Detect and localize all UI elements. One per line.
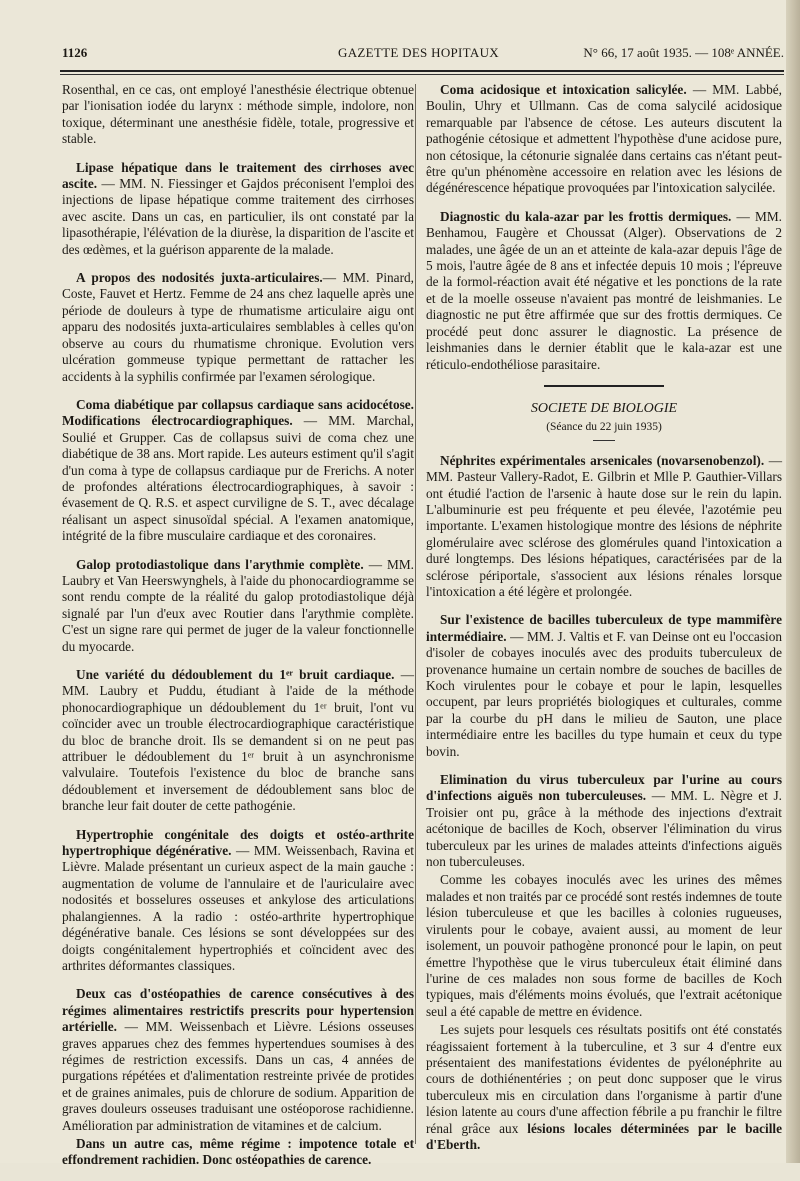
article-body-emphasis: lésions locales déterminées par le bacille d'Eberth. — [426, 1120, 783, 1152]
page-edge — [786, 0, 800, 1163]
header-rule — [60, 70, 784, 72]
article — [426, 772, 782, 870]
article-title: Galop protodiastolique dans l'arythmie complète. — [76, 556, 364, 572]
article-body: Les sujets pour lesquels ces résultats positifs ont été constatés réagissaient fortement à la tuberculine, et 3 sur 4 d'entre eux présentaient des manifestations évidentes de pyélonéphrite au cours de dothiénentéries ; on peut donc supposer que le virus tuberculeux mis en circulation dans l'organisme à partir d'une lésion latente au cours d'une affection fébrile a pu franchir le filtre rénal grâce aux — [426, 1022, 782, 1136]
header-rule-thin — [60, 74, 784, 75]
article-body: — MM. Pinard, Coste, Fauvet et Hertz. Femme de 24 ans chez laquelle après une période de douleurs à type de rhumatisme articulaire aigu ont apparu des nodosités juxta-articulaires semblables à celles qu'on observe au cours du rhumatisme chronique. Evolution vers ulcération gommeuse typique permettant de rattacher les accidents à la syphilis confirmée par l'examen sérologique. — [62, 270, 414, 384]
article-title: Hypertrophie congénitale des doigts et ostéo-arthrite hypertrophique dégénérative. — [62, 826, 414, 859]
article-title: Coma diabétique par collapsus cardiaque sans acidocétose. Modifications électrocardiographiques. — [62, 396, 414, 429]
article-body: — MM. J. Valtis et F. van Deinse ont eu l'occasion d'isoler de cobayes inoculés avec des produits tuberculeux de provenance humaine un certain nombre de souches de bacilles de Koch virulentes pour le cobaye et pour le lapin, lesquelles occupent, par leurs propriétés biologiques et culturales, comme par la courbe du pH dans le milieu de Sauton, une place intermédiaire entre les bacilles du type humain et ceux du type bovin. — [426, 628, 782, 759]
article-continuation: Rosenthal, en ce cas, ont employé l'anesthésie électrique obtenue par l'ionisation iodée du larynx : méthode simple, indolore, non toxique, déterminant une anesthésie fidèle, totale, progressive et stable. — [62, 82, 414, 147]
article-body: — MM. Laubry et Van Heerswynghels, à l'aide du phonocardiogramme se sont rendu compte de la réalité du galop protodiastolique déjà signalé par l'un d'eux avec Routier dans l'arythmie complète. C'est un signe rare qui permet de juger de la valeur fonctionnelle du myocarde. — [62, 556, 414, 654]
article-paragraph: Dans un autre cas, même régime : impotence totale et effondrement rachidien. Donc ostéopathies de carence. — [62, 1135, 414, 1168]
article — [426, 82, 782, 197]
column-divider — [415, 84, 416, 1144]
article-title: Néphrites expérimentales arsenicales (novarsenobenzol). — [440, 452, 765, 468]
article-title: Lipase hépatique dans le traitement des cirrhoses avec ascite. — [62, 159, 414, 192]
article — [426, 453, 782, 601]
article — [62, 397, 414, 545]
left-column — [62, 82, 414, 1181]
issue-info: N° 66, 17 août 1935. — 108ᵉ ANNÉE. — [583, 45, 784, 60]
article-title: Coma acidosique et intoxication salicylée. — [440, 82, 687, 97]
article-paragraph — [426, 1022, 782, 1153]
session-date: (Séance du 22 juin 1935) — [546, 421, 662, 434]
article-body: — MM. N. Fiessinger et Gajdos préconisent l'emploi des injections de lipase hépatique comme traitement des cirrhoses avec ascite. Dans un cas, en particulier, ils ont constaté par la lipasothérapie, l'élévation de la diurèse, la disparition de l'ascite et des œdèmes, et la guérison apparente de la malade. — [62, 176, 414, 257]
article — [426, 612, 782, 760]
article-body: — MM. Weissenbach, Ravina et Lièvre. Malade présentant un curieux aspect de la main gauche : augmentation de volume de l'annulaire et de l'auriculaire avec nodosités et bosselures osseuses et ankylose des articulations phalangiennes. A la radio : ostéo-arthrite hypertrophique dégénérative banale. Ces lésions se sont développées sur des doigts congénitalement hypertrophiés et coïncident avec des arthrites déformantes classiques. — [62, 843, 414, 973]
article — [426, 209, 782, 373]
article-body: — MM. Laubry et Puddu, étudiant à l'aide de la méthode phonocardiographique un dédoublement du 1ᵉʳ bruit, l'ont vu coïncider avec un trouble électrocardiographique caractéristique du bloc de branche droit. Ils se demandent si on ne peut pas attribuer le dédoublement du 1ᵉʳ bruit à un asynchronisme valvulaire. Toutefois l'existence du bloc de branche sans dédoublement et inversement de dédoublement sans bloc de branche leur fait douter de cette pathogénie. — [62, 667, 414, 814]
section-rule — [544, 385, 664, 387]
article-title: Une variété du dédoublement du 1ᵉʳ bruit cardiaque. — [76, 667, 395, 682]
article-body: — MM. L. Nègre et J. Troisier ont pu, grâce à la méthode des injections d'extrait acétonique de bacilles de Koch, observer l'élimination du virus tuberculeux par les urines de malades atteints d'infections aiguës non tuberculeuses. — [426, 788, 782, 870]
article-title: Diagnostic du kala-azar par les frottis dermiques. — [440, 208, 732, 224]
article-body: — MM. Benhamou, Faugère et Choussat (Alger). Observations de 2 malades, une âgée de un an et atteinte de kala-azar depuis l'âge de 5 mois, l'autre âgée de 8 ans et infectée depuis 10 mois ; l'épreuve de la formol-réaction avait été négative et les ponctions de la rate et de la moelle osseuse n'avaient pas montré de leishmanies. Le diagnostic ne put être affirmée que sur des frottis dermiques. Ce procédé peut donc assurer le diagnostic. La présence de leishmanies dans le dernier établit que le kala-azar est une réticulo-endothéliose parasitaire. — [426, 208, 782, 372]
article-title: Sur l'existence de bacilles tuberculeux de type mammifère intermédiaire. — [426, 612, 782, 644]
article — [62, 160, 414, 258]
right-column — [426, 82, 782, 1165]
article-paragraph: Comme les cobayes inoculés avec les urines des mêmes malades et non traités par ce procédé sont restés indemnes de toute lésion tuberculeuse et que les bacilles à colonies rugueuses, virulents pour le cobaye, avaient aussi, au moment de leur isolement, un pouvoir pathogène prononcé pour le lapin, on peut émettre l'hypothèse que le virus tuberculeux était éliminé dans l'urine de ces malades non sous forme de bacilles de Koch typiques, mais d'éléments moins évolués, que l'extrait acétonique seul a été capable de mettre en évidence. — [426, 872, 782, 1019]
article-body: — MM. Marchal, Soulié et Grupper. Cas de collapsus suivi de coma chez une diabétique de 38 ans. Mort rapide. Les auteurs estiment qu'il s'agit d'un coma à type de collapsus cardiaque pur de Frerichs. A noter de profondes altérations électrocardiographiques, à savoir : évasement de Q. R.S. et aspect curviligne de S. T., avec décalage réalisant un aspect sinusoïdal spécial. A l'examen anatomique, intégrité de la fibre musculaire cardiaque et des coronaires. — [62, 413, 414, 544]
section-title: SOCIETE DE BIOLOGIE — [530, 400, 678, 416]
article-body: — MM. Weissenbach et Lièvre. Lésions osseuses graves apparues chez des femmes hypertendues soumises à des régimes de restriction excessifs. Dans un cas, 4 années de purgations répétées et d'alimentation restreinte privée de protides et de graines animales, puis de chlorure de sodium. Apparition de graves douleurs osseuses traduisant une ostéoporose rachidienne. Amélioration par administration de vitamines et de calcium. — [62, 1019, 414, 1133]
article — [62, 827, 414, 975]
article-body: — MM. Labbé, Boulin, Uhry et Ullmann. Cas de coma salycilé acidosique remarquable par l'absence de cétose. Les auteurs discutent la pathogénie cétosique et admettent l'hypothèse d'une acidose pure, non cétosique, la cétonurie signalée dans certains cas n'étant peut-être qu'un phénomène accessoire en relation avec les lésions de dégénérescence hépatique provoquées par l'intoxication salycilée. — [426, 82, 782, 196]
page-number: 1126 — [62, 45, 88, 60]
article-body: — MM. Pasteur Vallery-Radot, E. Gilbrin et Mlle P. Gauthier-Villars ont étudié l'action de l'arsenic à haute dose sur le rein du lapin. L'albuminurie est peu fréquente et peu élevée, l'azotémie peu importante. L'examen histologique montre des lésions de néphrite glomérulaire avec sclérose des glomérules quand l'intoxication a duré longtemps. Des lésions hépatiques, caractérisées par de la sclérose périportale, s'associent aux lésions rénales lorsque l'intoxication a été légère et prolongée. — [426, 452, 782, 599]
article — [62, 986, 414, 1134]
article — [62, 667, 414, 815]
article-title: Elimination du virus tuberculeux par l'urine au cours d'infections aiguës non tuberculeuses. — [426, 772, 782, 804]
article — [62, 557, 414, 655]
journal-title: GAZETTE DES HOPITAUX — [338, 45, 499, 60]
article-title: A propos des nodosités juxta-articulaires. — [76, 270, 323, 286]
page-header — [62, 42, 784, 64]
article-title: Deux cas d'ostéopathies de carence consécutives à des régimes alimentaires restrictifs prescrits pour hypertension artérielle. — [62, 986, 414, 1035]
article — [62, 270, 414, 385]
section-rule-small — [593, 440, 615, 441]
